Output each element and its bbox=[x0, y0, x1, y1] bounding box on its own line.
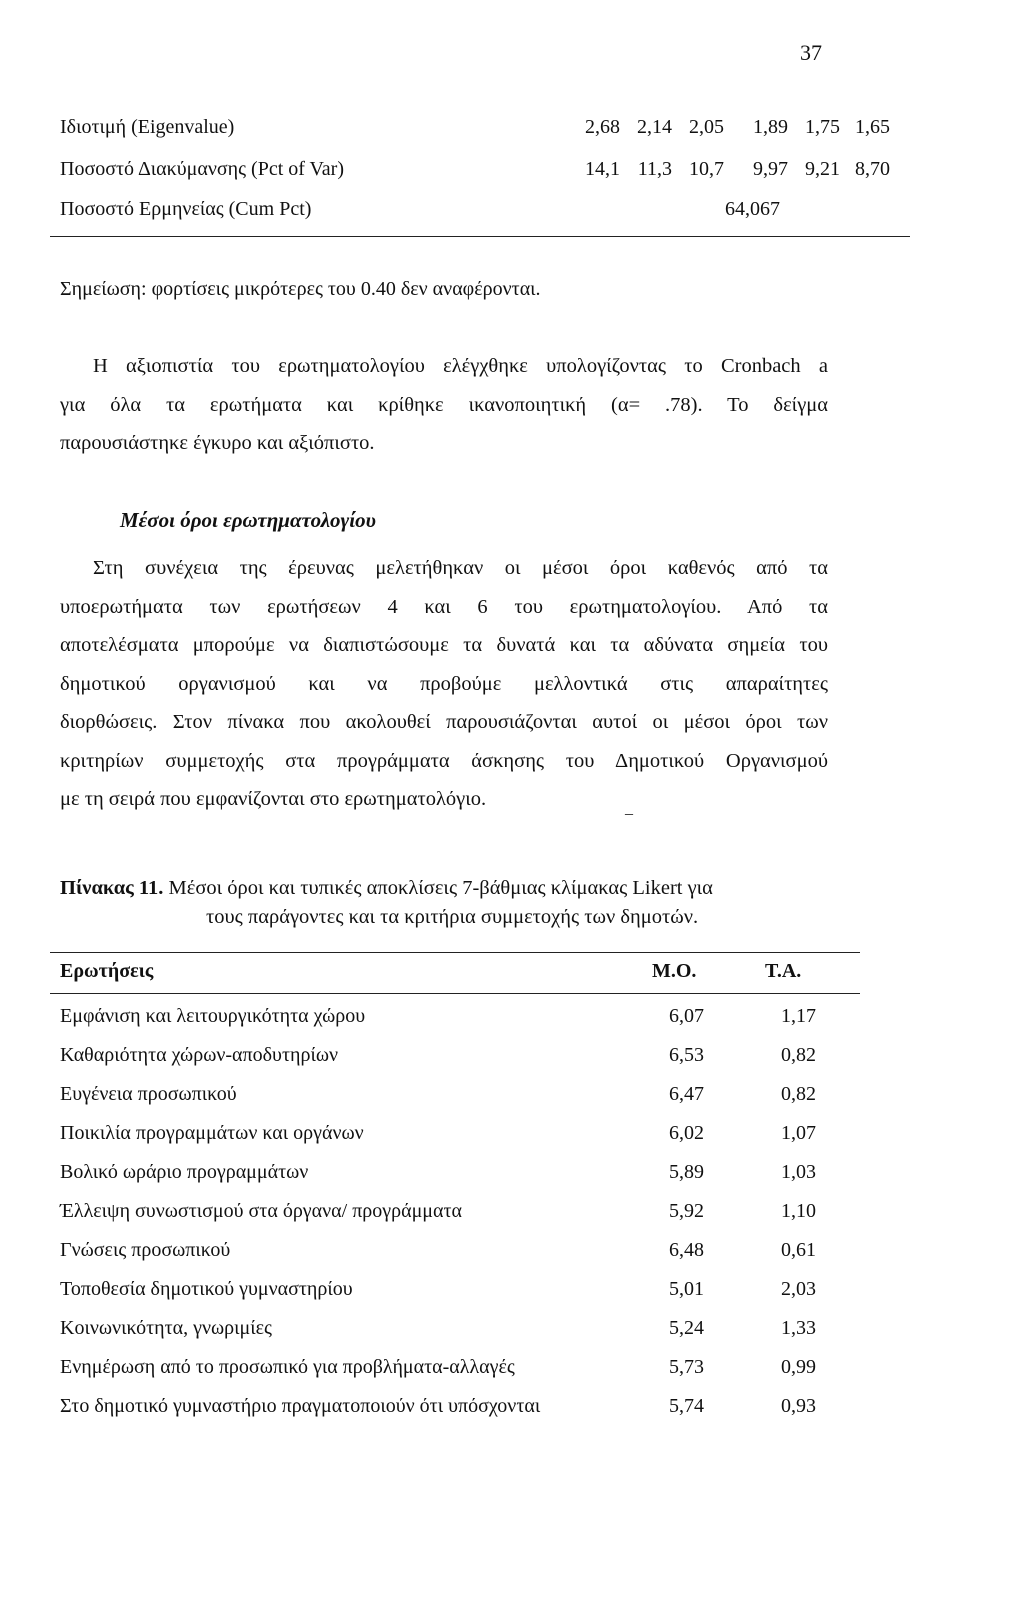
pct-var-value: 11,3 bbox=[637, 158, 672, 180]
table-row-label: Στο δημοτικό γυμναστήριο πραγματοποιούν ότι υπόσχονται bbox=[60, 1395, 541, 1417]
table-row-label: Ευγένεια προσωπικού bbox=[60, 1083, 237, 1105]
cum-pct-label: Ποσοστό Ερμηνείας (Cum Pct) bbox=[60, 198, 312, 220]
table-row-sd: 2,03 bbox=[781, 1278, 816, 1300]
table-row-sd: 1,17 bbox=[781, 1005, 816, 1027]
table-row-sd: 1,03 bbox=[781, 1161, 816, 1183]
table-row-mean: 6,48 bbox=[669, 1239, 704, 1261]
table-row-sd: 0,99 bbox=[781, 1356, 816, 1378]
table-row-sd: 0,61 bbox=[781, 1239, 816, 1261]
divider bbox=[50, 236, 910, 237]
table-row-mean: 5,92 bbox=[669, 1200, 704, 1222]
pct-var-value: 10,7 bbox=[689, 158, 724, 180]
table-row-label: Κοινωνικότητα, γνωριμίες bbox=[60, 1317, 272, 1339]
header-sd: Τ.Α. bbox=[765, 960, 802, 982]
reliability-paragraph bbox=[60, 347, 828, 463]
paragraph-line: αποτελέσματα μπορούμε να διαπιστώσουμε τα δυνατά και τα αδύνατα σημεία του bbox=[60, 634, 828, 656]
paragraph-line: με τη σειρά που εμφανίζονται στο ερωτηματολόγιο. bbox=[60, 788, 487, 810]
eigenvalue-value: 2,68 bbox=[585, 116, 620, 138]
pct-var-value: 14,1 bbox=[585, 158, 620, 180]
table-row-label: Ενημέρωση από το προσωπικό για προβλήματα-αλλαγές bbox=[60, 1356, 515, 1378]
header-mean: Μ.Ο. bbox=[652, 960, 697, 982]
section-heading: Μέσοι όροι ερωτηματολογίου bbox=[120, 508, 376, 532]
table-caption bbox=[60, 874, 840, 932]
table-row-mean: 5,74 bbox=[669, 1395, 704, 1417]
table-row-label: Ποικιλία προγραμμάτων και οργάνων bbox=[60, 1122, 364, 1144]
paragraph-line: κριτηρίων συμμετοχής στα προγράμματα άσκησης του Δημοτικού Οργανισμού bbox=[60, 749, 828, 772]
paragraph-line: διορθώσεις. Στον πίνακα που ακολουθεί παρουσιάζονται αυτοί οι μέσοι όροι των bbox=[60, 711, 828, 733]
table-row-mean: 5,89 bbox=[669, 1161, 704, 1183]
table-top-rule bbox=[50, 952, 860, 953]
table-row-label: Καθαριότητα χώρων-αποδυτηρίων bbox=[60, 1044, 339, 1066]
eigenvalue-value: 2,14 bbox=[637, 116, 672, 138]
table-row-label: Τοποθεσία δημοτικού γυμναστηρίου bbox=[60, 1278, 353, 1300]
table-row-sd: 1,07 bbox=[781, 1122, 816, 1144]
paragraph-line: για όλα τα ερωτήματα και κρίθηκε ικανοποιητική (α= .78). Το δείγμα bbox=[60, 393, 828, 416]
header-questions: Ερωτήσεις bbox=[60, 960, 154, 982]
caption-text: τους παράγοντες και τα κριτήρια συμμετοχής των δημοτών. bbox=[206, 906, 699, 928]
pct-var-value: 8,70 bbox=[855, 158, 890, 180]
page-number: 37 bbox=[800, 40, 822, 65]
table-row-sd: 0,93 bbox=[781, 1395, 816, 1417]
cum-pct-value: 64,067 bbox=[725, 198, 780, 220]
eigenvalue-value: 1,75 bbox=[805, 116, 840, 138]
paragraph-line: παρουσιάστηκε έγκυρο και αξιόπιστο. bbox=[60, 432, 375, 454]
pct-var-label: Ποσοστό Διακύμανσης (Pct of Var) bbox=[60, 158, 344, 180]
pct-var-value: 9,21 bbox=[805, 158, 840, 180]
table-row-mean: 6,07 bbox=[669, 1005, 704, 1027]
eigenvalue-label: Ιδιοτιμή (Eigenvalue) bbox=[60, 116, 235, 138]
note: Σημείωση: φορτίσεις μικρότερες του 0.40 δεν αναφέρονται. bbox=[60, 278, 541, 300]
eigenvalue-value: 1,89 bbox=[753, 116, 788, 138]
table-row-mean: 6,47 bbox=[669, 1083, 704, 1105]
paragraph-line: Στη συνέχεια της έρευνας μελετήθηκαν οι μέσοι όροι καθενός από τα bbox=[93, 557, 828, 579]
pct-var-value: 9,97 bbox=[753, 158, 788, 180]
means-paragraph bbox=[60, 549, 828, 819]
stray-mark: _ bbox=[625, 800, 633, 817]
caption-text: Μέσοι όροι και τυπικές αποκλίσεις 7-βάθμιας κλίμακας Likert για bbox=[163, 877, 713, 899]
table-row-mean: 6,53 bbox=[669, 1044, 704, 1066]
table-row-mean: 5,24 bbox=[669, 1317, 704, 1339]
table-row-sd: 0,82 bbox=[781, 1044, 816, 1066]
table-row-mean: 6,02 bbox=[669, 1122, 704, 1144]
table-row-sd: 1,10 bbox=[781, 1200, 816, 1222]
table-row-label: Βολικό ωράριο προγραμμάτων bbox=[60, 1161, 309, 1183]
table-row-label: Γνώσεις προσωπικού bbox=[60, 1239, 231, 1261]
table-row-sd: 1,33 bbox=[781, 1317, 816, 1339]
table-row-mean: 5,73 bbox=[669, 1356, 704, 1378]
caption-label: Πίνακας 11. bbox=[60, 877, 164, 899]
table-row-mean: 5,01 bbox=[669, 1278, 704, 1300]
paragraph-line: Η αξιοπιστία του ερωτηματολογίου ελέγχθηκε υπολογίζοντας το Cronbach a bbox=[93, 355, 828, 377]
table-row-label: Έλλειψη συνωστισμού στα όργανα/ προγράμματα bbox=[60, 1200, 463, 1222]
eigenvalue-value: 2,05 bbox=[689, 116, 724, 138]
table-header-rule bbox=[50, 993, 860, 994]
paragraph-line: δημοτικού οργανισμού και να προβούμε μελλοντικά στις απαραίτητες bbox=[60, 672, 828, 695]
table-row-sd: 0,82 bbox=[781, 1083, 816, 1105]
eigenvalue-value: 1,65 bbox=[855, 116, 890, 138]
paragraph-line: υποερωτήματα των ερωτήσεων 4 και 6 του ερωτηματολογίου. Από τα bbox=[60, 595, 828, 618]
table-row-label: Εμφάνιση και λειτουργικότητα χώρου bbox=[60, 1005, 366, 1027]
